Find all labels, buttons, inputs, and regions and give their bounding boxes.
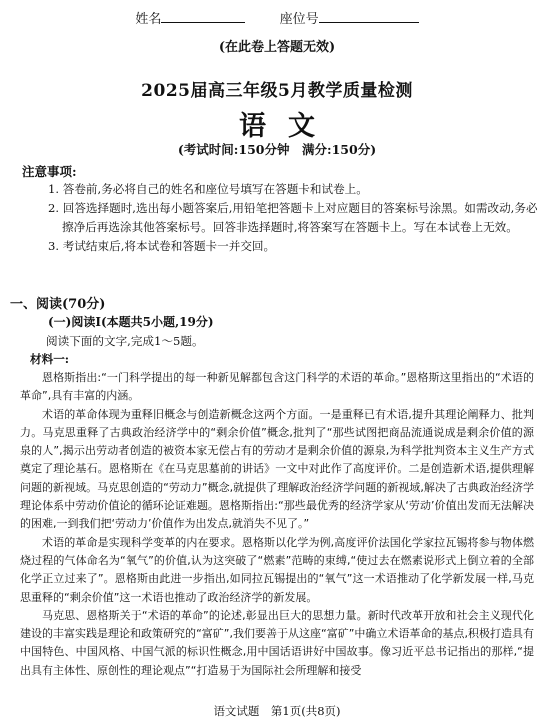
section-heading: 一、阅读(70分) [10,297,106,312]
notice-item: 1. 答卷前,务必将自己的姓名和座位号填写在答题卡和试卷上。 [48,182,368,196]
seat-line [319,10,419,23]
passage-paragraph: 马克思、恩格斯关于“术语的革命”的论述,彰显出巨大的思想力量。新时代改革开放和社会主义现代化建设的丰富实践是理论和政策研究的“富矿”,我们要善于从这座“富矿”中确立术语革命的基点,积极打造具有中国特色、中国风格、中国气派的标识性概念,用中国话语讲好中国故事。像习近平总书记指出的那样,“提出具有主体性、原创性的理论观点”“打造易于为国际社会所理解和接受 [20,608,534,677]
material-label: 材料一: [30,352,70,366]
passage-body [20,369,534,680]
seat-label: 座位号 [279,12,319,27]
time-score: (考试时间:150分钟 满分:150分) [177,142,377,157]
passage-paragraph: 术语的革命体现为重释旧概念与创造新概念这两个方面。一是重释已有术语,提升其理论阐释力、批判力。马克思重释了古典政治经济学中的“剩余价值”概念,批判了“那些试图把商品流通说成是剩余价值的源泉的人”,揭示出劳动者创造的被资本家无偿占有的劳动才是剩余价值的源泉,为科学批判资本主义生产方式奠定了理论基石。恩格斯在《在马克思墓前的讲话》一文中对此作了高度评价。二是创造新术语,提供理解问题的新视域。马克思创造的“劳动力”概念,就提供了理解政治经济学问题的新视域,解决了古典政治经济学理论体系中劳动价值论的循环论证难题。恩格斯指出:“那些最优秀的经济学家从‘劳动’价值出发而无法解决的困难,一到我们把‘劳动力’价值作为出发点,就消失不见了。” [20,407,534,531]
subject-title: 语文 [239,111,337,142]
passage-paragraph: 恩格斯指出:“一门科学提出的每一种新见解都包含这门科学的术语的革命。”恩格斯这里指出的“术语的革命”,具有丰富的内涵。 [20,371,534,403]
candidate-info-fields [0,8,554,27]
exam-title: 2025届高三年级5月教学质量检测 [141,81,413,101]
notice-item: 3. 考试结束后,将本试卷和答题卡一并交回。 [48,239,276,253]
name-line [161,10,245,23]
passage-paragraph: 术语的革命是实现科学变革的内在要求。恩格斯以化学为例,高度评价法国化学家拉瓦锡将参与物体燃烧过程的气体命名为“氧气”的价值,认为这突破了“燃素”范畴的束缚,“使过去在燃素说形式上倒立着的全部化学正立过来了”。恩格斯由此进一步指出,如同拉瓦锡提出的“氧气”这一术语推动了化学新发展一样,马克思重释的“剩余价值”这一术语也推动了政治经济学的新发展。 [20,535,534,604]
notice-item: 2. 回答选择题时,选出每小题答案后,用铅笔把答题卡上对应题目的答案标号涂黑。如需改动,务必擦净后再选涂其他答案标号。回答非选择题时,将答案写在答题卡上。写在本试卷上无效。 [48,201,538,234]
notice-heading: 注意事项: [22,164,77,179]
subsection-heading: (一)阅读Ⅰ(本题共5小题,19分) [48,315,214,329]
reading-instruction: 阅读下面的文字,完成1～5题。 [46,334,204,348]
page-footer: 语文试题 第1页(共8页) [213,704,341,718]
name-label: 姓名 [135,12,162,27]
invalid-note: (在此卷上答题无效) [218,40,336,55]
notice-list [48,180,544,256]
